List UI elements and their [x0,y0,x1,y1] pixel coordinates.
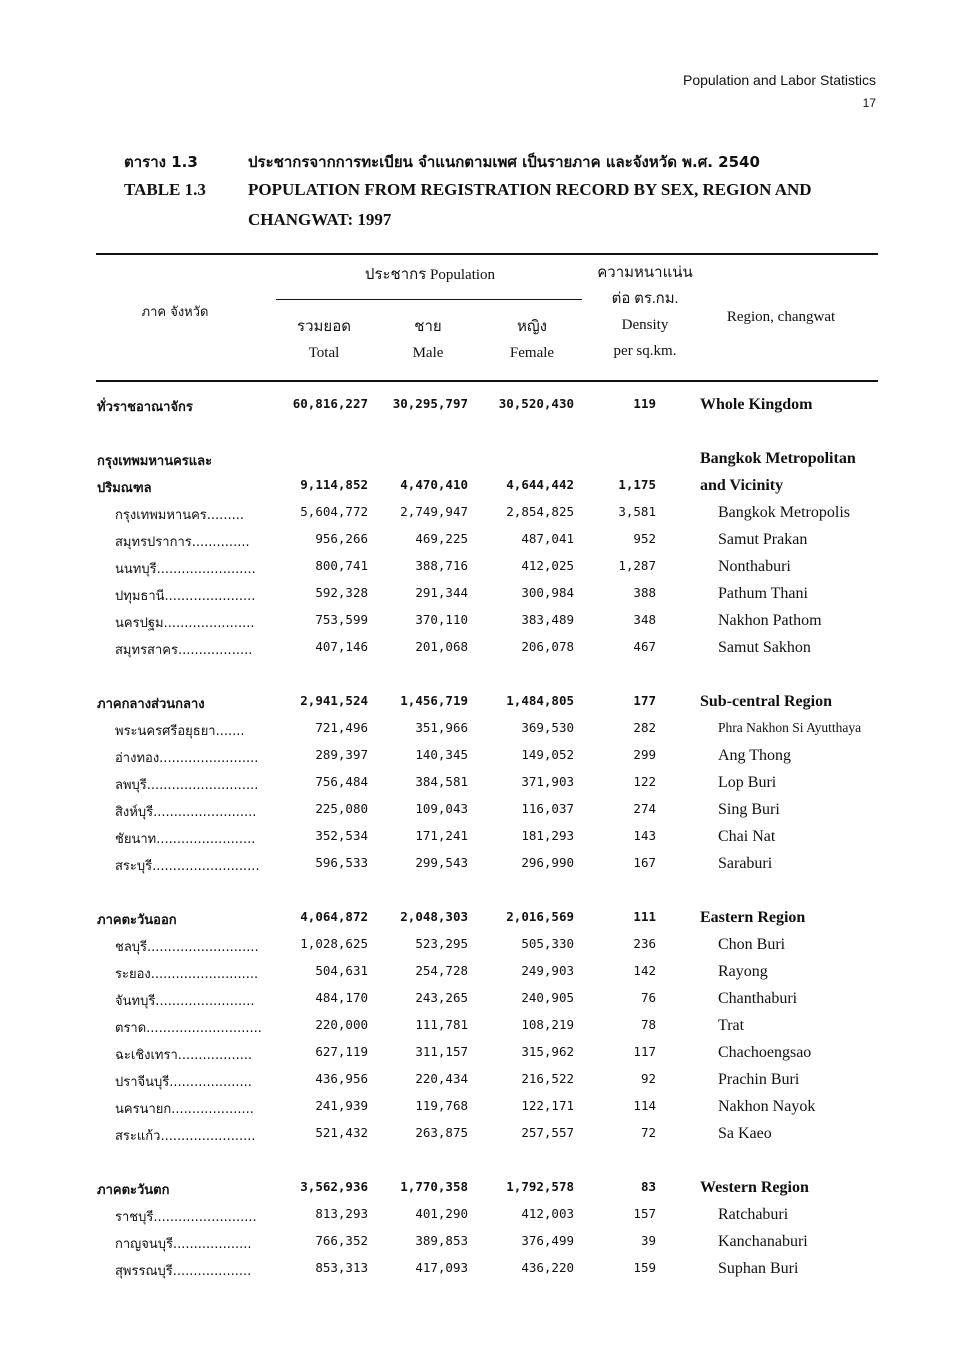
region-th-cell: พระนครศรีอยุธยา....... [115,724,245,739]
region-en-cell: Prachin Buri [718,1071,800,1088]
total-cell: 756,484 [315,774,368,789]
en-table-title: POPULATION FROM REGISTRATION RECORD BY SEX, REGION AND [248,180,812,199]
total-cell: 484,170 [315,990,368,1005]
table-row [0,504,966,531]
region-en-cell: Samut Prakan [718,531,808,548]
total-cell: 225,080 [315,801,368,816]
region-en-cell: Bangkok Metropolitan [700,450,856,467]
male-cell: 109,043 [415,801,468,816]
male-cell: 384,581 [415,774,468,789]
density-cell: 282 [633,720,656,735]
density-cell: 78 [640,1017,656,1032]
female-cell: 300,984 [521,585,574,600]
region-th-cell: ปทุมธานี...................... [115,589,256,604]
density-cell: 157 [633,1206,656,1221]
region-th-cell: กาญจนบุรี................... [115,1237,252,1252]
male-cell: 201,068 [415,639,468,654]
male-cell: 254,728 [415,963,468,978]
total-cell: 9,114,852 [300,477,368,492]
region-th-cell: สิงห์บุรี......................... [115,805,257,820]
table-row [0,612,966,639]
en-table-label: TABLE 1.3 [124,180,206,199]
running-header: Population and Labor Statistics [682,72,876,88]
table-row [0,396,966,423]
region-en-cell: Saraburi [718,855,773,872]
female-cell: 371,903 [521,774,574,789]
col-female: หญิง Female [509,319,555,361]
region-en-cell: Samut Sakhon [718,639,811,656]
total-cell: 407,146 [315,639,368,654]
female-cell: 296,990 [521,855,574,870]
female-cell: 369,530 [521,720,574,735]
male-cell: 1,456,719 [400,693,468,708]
region-en-cell: Nonthaburi [718,558,791,575]
table-row [0,909,966,936]
region-en-cell: Western Region [700,1179,809,1196]
total-cell: 853,313 [315,1260,368,1275]
col-total: รวมยอด Total [297,319,351,361]
region-th-cell: ลพบุรี........................... [115,778,259,793]
region-th-cell: จันทบุรี........................ [115,994,255,1009]
thai-table-label: ตาราง 1.3 [124,153,198,171]
male-cell: 1,770,358 [400,1179,468,1194]
region-th-cell: ภาคตะวันออก [97,913,177,928]
region-en-cell: Lop Buri [718,774,777,791]
female-cell: 412,025 [521,558,574,573]
region-th-cell: ภาคตะวันตก [97,1183,170,1198]
total-cell: 504,631 [315,963,368,978]
region-th-cell: ปริมณฑล [97,481,152,496]
region-th-cell: กรุงเทพมหานคร......... [115,508,244,523]
table-row [0,585,966,612]
male-cell: 30,295,797 [392,396,468,411]
female-cell: 1,792,578 [506,1179,574,1194]
region-th-cell: ชลบุรี........................... [115,940,259,955]
male-cell: 469,225 [415,531,468,546]
male-cell: 388,716 [415,558,468,573]
female-cell: 376,499 [521,1233,574,1248]
total-cell: 1,028,625 [300,936,368,951]
table-row [0,1260,966,1287]
header-bottom-rule [96,380,878,382]
table-row [0,855,966,882]
male-cell: 111,781 [415,1017,468,1032]
region-en-cell: Kanchanaburi [718,1233,808,1250]
female-cell: 249,903 [521,963,574,978]
total-cell: 5,604,772 [300,504,368,519]
male-cell: 311,157 [415,1044,468,1059]
region-en-cell: Sa Kaeo [718,1125,772,1142]
region-en-cell: Suphan Buri [718,1260,799,1277]
total-cell: 956,266 [315,531,368,546]
region-en-cell: Ratchaburi [718,1206,789,1223]
female-cell: 1,484,805 [506,693,574,708]
total-cell: 2,941,524 [300,693,368,708]
female-cell: 116,037 [521,801,574,816]
region-th-cell: สุพรรณบุรี................... [115,1264,252,1279]
thai-title-row [124,150,760,174]
top-rule [96,253,878,255]
male-cell: 243,265 [415,990,468,1005]
table-row [0,1179,966,1206]
thai-table-title: ประชากรจากการทะเบียน จำแนกตามเพศ เป็นรายภาค และจังหวัด พ.ศ. 2540 [248,153,760,171]
table-row [0,477,966,504]
male-cell: 401,290 [415,1206,468,1221]
male-cell: 2,048,303 [400,909,468,924]
density-cell: 117 [633,1044,656,1059]
region-th-cell: กรุงเทพมหานครและ [97,454,213,469]
female-cell: 487,041 [521,531,574,546]
density-cell: 467 [633,639,656,654]
male-cell: 370,110 [415,612,468,627]
male-cell: 2,749,947 [400,504,468,519]
col-population: ประชากร Population [364,267,496,283]
region-th-cell: ระยอง.......................... [115,967,259,982]
female-cell: 108,219 [521,1017,574,1032]
male-cell: 171,241 [415,828,468,843]
density-cell: 274 [633,801,656,816]
male-cell: 140,345 [415,747,468,762]
male-cell: 523,295 [415,936,468,951]
total-cell: 800,741 [315,558,368,573]
density-cell: 39 [640,1233,656,1248]
density-cell: 3,581 [618,504,656,519]
total-cell: 4,064,872 [300,909,368,924]
region-th-cell: ฉะเชิงเทรา.................. [115,1048,253,1063]
female-cell: 4,644,442 [506,477,574,492]
density-cell: 348 [633,612,656,627]
total-cell: 596,533 [315,855,368,870]
region-en-cell: Eastern Region [700,909,806,926]
total-cell: 753,599 [315,612,368,627]
density-cell: 177 [633,693,656,708]
region-th-cell: ทั่วราชอาณาจักร [97,400,193,415]
density-cell: 76 [640,990,656,1005]
female-cell: 315,962 [521,1044,574,1059]
region-en-cell: Sub-central Region [700,693,832,710]
region-th-cell: ชัยนาท........................ [115,832,256,847]
male-cell: 220,434 [415,1071,468,1086]
total-cell: 220,000 [315,1017,368,1032]
region-en-cell: Trat [718,1017,745,1034]
density-cell: 167 [633,855,656,870]
female-cell: 257,557 [521,1125,574,1140]
table-row [0,774,966,801]
table-row [0,450,966,477]
en-table-title-cont: CHANGWAT: 1997 [248,210,392,229]
male-cell: 417,093 [415,1260,468,1275]
total-cell: 60,816,227 [292,396,368,411]
total-cell: 241,939 [315,1098,368,1113]
total-cell: 813,293 [315,1206,368,1221]
table-row [0,1125,966,1152]
male-cell: 389,853 [415,1233,468,1248]
density-cell: 114 [633,1098,656,1113]
region-th-cell: สมุทรสาคร.................. [115,643,253,658]
total-cell: 436,956 [315,1071,368,1086]
table-row [0,720,966,747]
region-th-cell: นครปฐม...................... [115,616,255,631]
table-row [0,990,966,1017]
region-en-cell: Pathum Thani [718,585,808,602]
male-cell: 119,768 [415,1098,468,1113]
density-cell: 119 [633,396,656,411]
male-cell: 291,344 [415,585,468,600]
female-cell: 2,854,825 [506,504,574,519]
male-cell: 4,470,410 [400,477,468,492]
en-title-row [124,180,812,200]
region-en-cell: Phra Nakhon Si Ayutthaya [718,720,862,735]
region-th-cell: ภาคกลางส่วนกลาง [97,697,205,712]
region-th-cell: นนทบุรี........................ [115,562,256,577]
region-th-cell: สมุทรปราการ.............. [115,535,250,550]
table-row [0,1206,966,1233]
region-th-cell: ตราด............................ [115,1021,262,1036]
female-cell: 149,052 [521,747,574,762]
male-cell: 299,543 [415,855,468,870]
col-region-th: ภาค จังหวัด [141,305,209,320]
total-cell: 352,534 [315,828,368,843]
female-cell: 216,522 [521,1071,574,1086]
region-en-cell: Bangkok Metropolis [718,504,850,521]
col-region-en: Region, changwat [726,309,836,325]
table-row [0,693,966,720]
page-number: 17 [862,96,876,110]
female-cell: 181,293 [521,828,574,843]
table-row [0,828,966,855]
table-row [0,963,966,990]
male-cell: 351,966 [415,720,468,735]
density-cell: 236 [633,936,656,951]
col-male: ชาย Male [412,319,444,361]
density-cell: 299 [633,747,656,762]
region-th-cell: ราชบุรี......................... [115,1210,257,1225]
density-cell: 388 [633,585,656,600]
total-cell: 627,119 [315,1044,368,1059]
density-cell: 143 [633,828,656,843]
table-row [0,1233,966,1260]
total-cell: 3,562,936 [300,1179,368,1194]
region-en-cell: and Vicinity [700,477,784,494]
density-cell: 111 [633,909,656,924]
female-cell: 505,330 [521,936,574,951]
table-row [0,531,966,558]
density-cell: 83 [640,1179,656,1194]
table-row [0,1017,966,1044]
region-en-cell: Nakhon Pathom [718,612,822,629]
density-cell: 1,175 [618,477,656,492]
col-density: ความหนาแน่น ต่อ ตร.กม. Density per sq.km. [597,265,693,359]
female-cell: 240,905 [521,990,574,1005]
density-cell: 952 [633,531,656,546]
region-th-cell: นครนายก.................... [115,1102,254,1117]
population-rule [276,299,582,300]
table-row [0,936,966,963]
density-cell: 72 [640,1125,656,1140]
region-en-cell: Nakhon Nayok [718,1098,816,1115]
total-cell: 521,432 [315,1125,368,1140]
density-cell: 159 [633,1260,656,1275]
female-cell: 2,016,569 [506,909,574,924]
region-en-cell: Sing Buri [718,801,780,818]
table-row [0,1071,966,1098]
region-th-cell: ปราจีนบุรี.................... [115,1075,252,1090]
total-cell: 721,496 [315,720,368,735]
table-row [0,1044,966,1071]
density-cell: 92 [640,1071,656,1086]
table-row [0,1098,966,1125]
female-cell: 412,003 [521,1206,574,1221]
region-th-cell: สระแก้ว....................... [115,1129,256,1144]
total-cell: 592,328 [315,585,368,600]
total-cell: 766,352 [315,1233,368,1248]
total-cell: 289,397 [315,747,368,762]
region-th-cell: สระบุรี.......................... [115,859,260,874]
female-cell: 206,078 [521,639,574,654]
female-cell: 436,220 [521,1260,574,1275]
region-en-cell: Chanthaburi [718,990,798,1007]
region-en-cell: Chai Nat [718,828,776,845]
region-en-cell: Ang Thong [718,747,792,764]
table-row [0,639,966,666]
table-row [0,801,966,828]
region-en-cell: Chon Buri [718,936,786,953]
region-en-cell: Rayong [718,963,768,980]
density-cell: 1,287 [618,558,656,573]
density-cell: 122 [633,774,656,789]
table-row [0,558,966,585]
region-th-cell: อ่างทอง........................ [115,751,259,766]
female-cell: 383,489 [521,612,574,627]
male-cell: 263,875 [415,1125,468,1140]
density-cell: 142 [633,963,656,978]
region-en-cell: Whole Kingdom [700,396,813,413]
female-cell: 30,520,430 [498,396,574,411]
region-en-cell: Chachoengsao [718,1044,812,1061]
table-row [0,747,966,774]
female-cell: 122,171 [521,1098,574,1113]
